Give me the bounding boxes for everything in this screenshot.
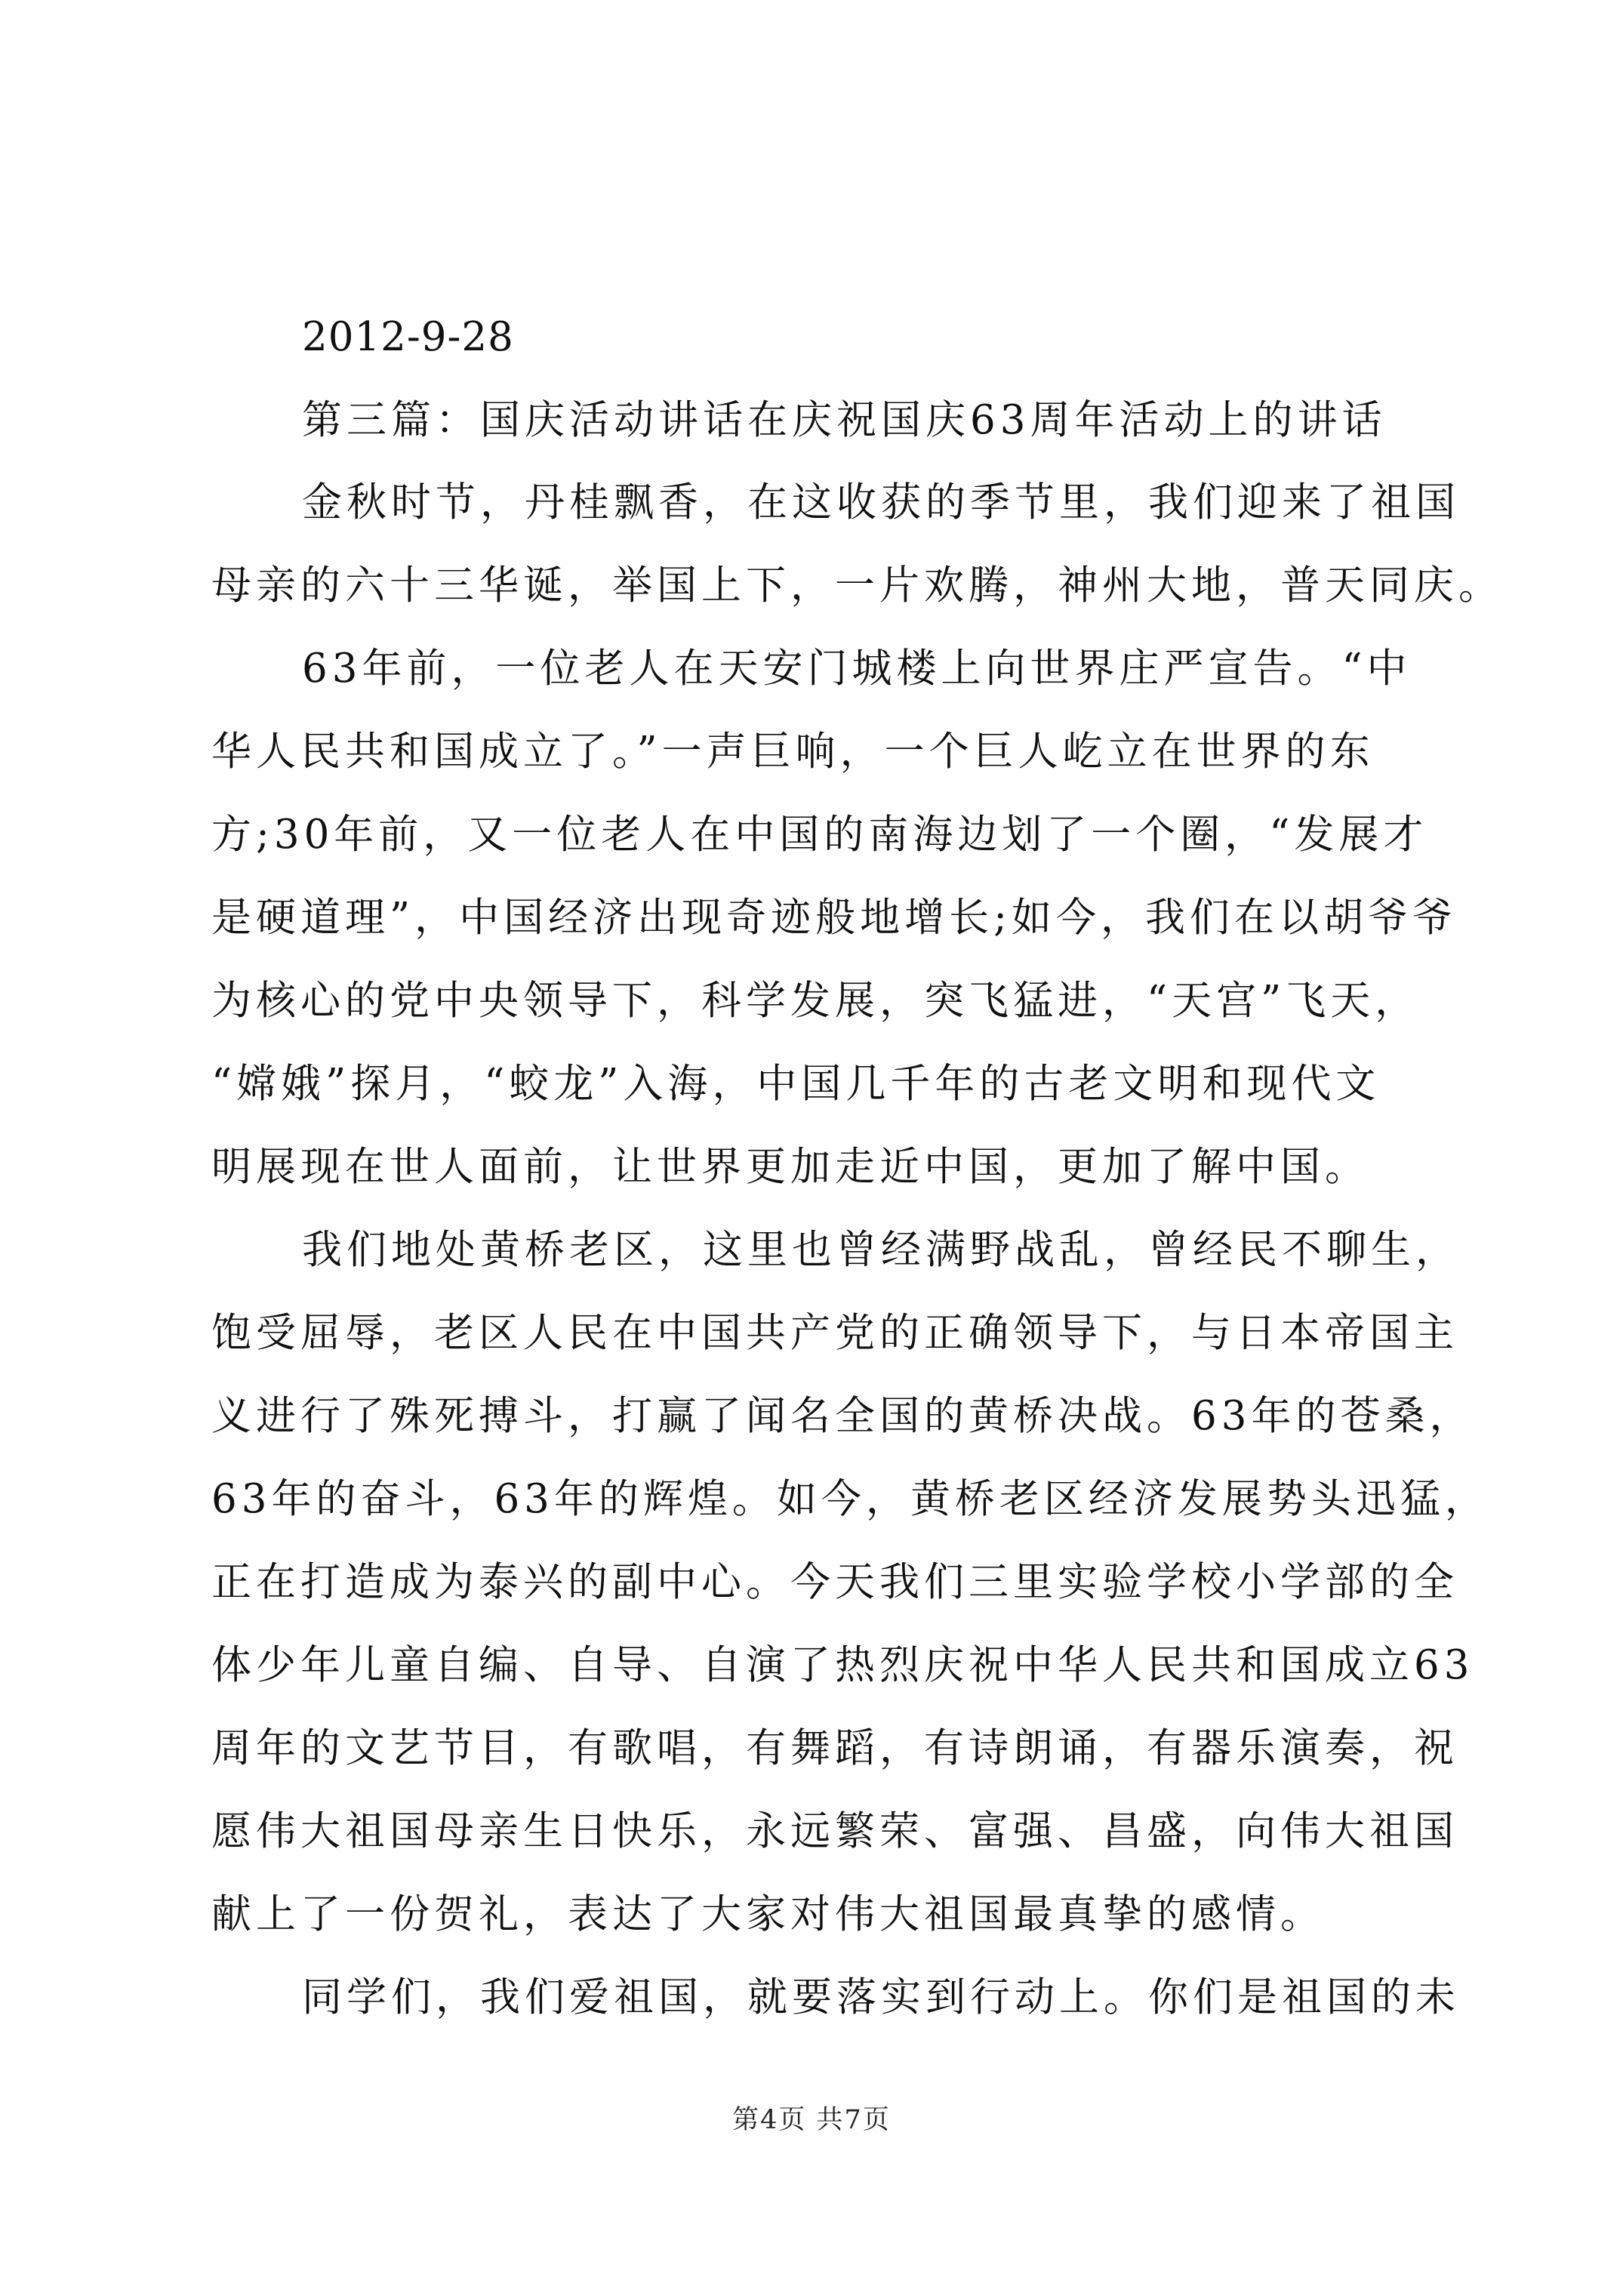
- document-heading: 第三篇：国庆活动讲话在庆祝国庆63周年活动上的讲话: [302, 397, 1387, 443]
- paragraph-line: 63年前，一位老人在天安门城楼上向世界庄严宣告。“中: [302, 646, 1412, 692]
- paragraph-line: 义进行了殊死搏斗，打赢了闻名全国的黄桥决战。63年的苍桑，: [211, 1393, 1474, 1439]
- paragraph-line: 63年的奋斗，63年的辉煌。如今，黄桥老区经济发展势头迅猛，: [211, 1476, 1489, 1522]
- paragraph-line: 母亲的六十三华诞，举国上下，一片欢腾，神州大地，普天同庆。: [211, 562, 1503, 609]
- paragraph-line: 献上了一份贺礼，表达了大家对伟大祖国最真挚的感情。: [211, 1891, 1325, 1937]
- paragraph-line: 方;30年前，又一位老人在中国的南海边划了一个圈，“发展才: [211, 812, 1428, 858]
- paragraph-line: 是硬道理”，中国经济出现奇迹般地增长;如今，我们在以胡爷爷: [211, 895, 1457, 941]
- paragraph-line: 金秋时节，丹桂飘香，在这收获的季节里，我们迎来了祖国: [302, 479, 1460, 525]
- paragraph-line: 正在打造成为泰兴的副中心。今天我们三里实验学校小学部的全: [211, 1559, 1458, 1605]
- paragraph-line: 我们地处黄桥老区，这里也曾经满野战乱，曾经民不聊生，: [302, 1227, 1460, 1273]
- paragraph-line: 同学们，我们爱祖国，就要落实到行动上。你们是祖国的未: [302, 1974, 1460, 2020]
- paragraph-line: 明展现在世人面前，让世界更加走近中国，更加了解中国。: [211, 1144, 1369, 1190]
- paragraph-line: “嫦娥”探月，“蛟龙”入海，中国几千年的古老文明和现代文: [211, 1061, 1381, 1107]
- paragraph-line: 饱受屈辱，老区人民在中国共产党的正确领导下，与日本帝国主: [211, 1310, 1458, 1356]
- page-number-footer: 第4页 共7页: [732, 2105, 891, 2135]
- paragraph-line: 愿伟大祖国母亲生日快乐，永远繁荣、富强、昌盛，向伟大祖国: [211, 1808, 1458, 1854]
- paragraph-line: 华人民共和国成立了。”一声巨响，一个巨人屹立在世界的东: [211, 729, 1375, 775]
- paragraph-line: 体少年儿童自编、自导、自演了热烈庆祝中华人民共和国成立63: [211, 1642, 1474, 1688]
- paragraph-line: 周年的文艺节目，有歌唱，有舞蹈，有诗朗诵，有器乐演奏，祝: [211, 1725, 1458, 1771]
- document-date: 2012-9-28: [302, 314, 514, 360]
- paragraph-line: 为核心的党中央领导下，科学发展，突飞猛进，“天宫”飞天，: [211, 978, 1420, 1024]
